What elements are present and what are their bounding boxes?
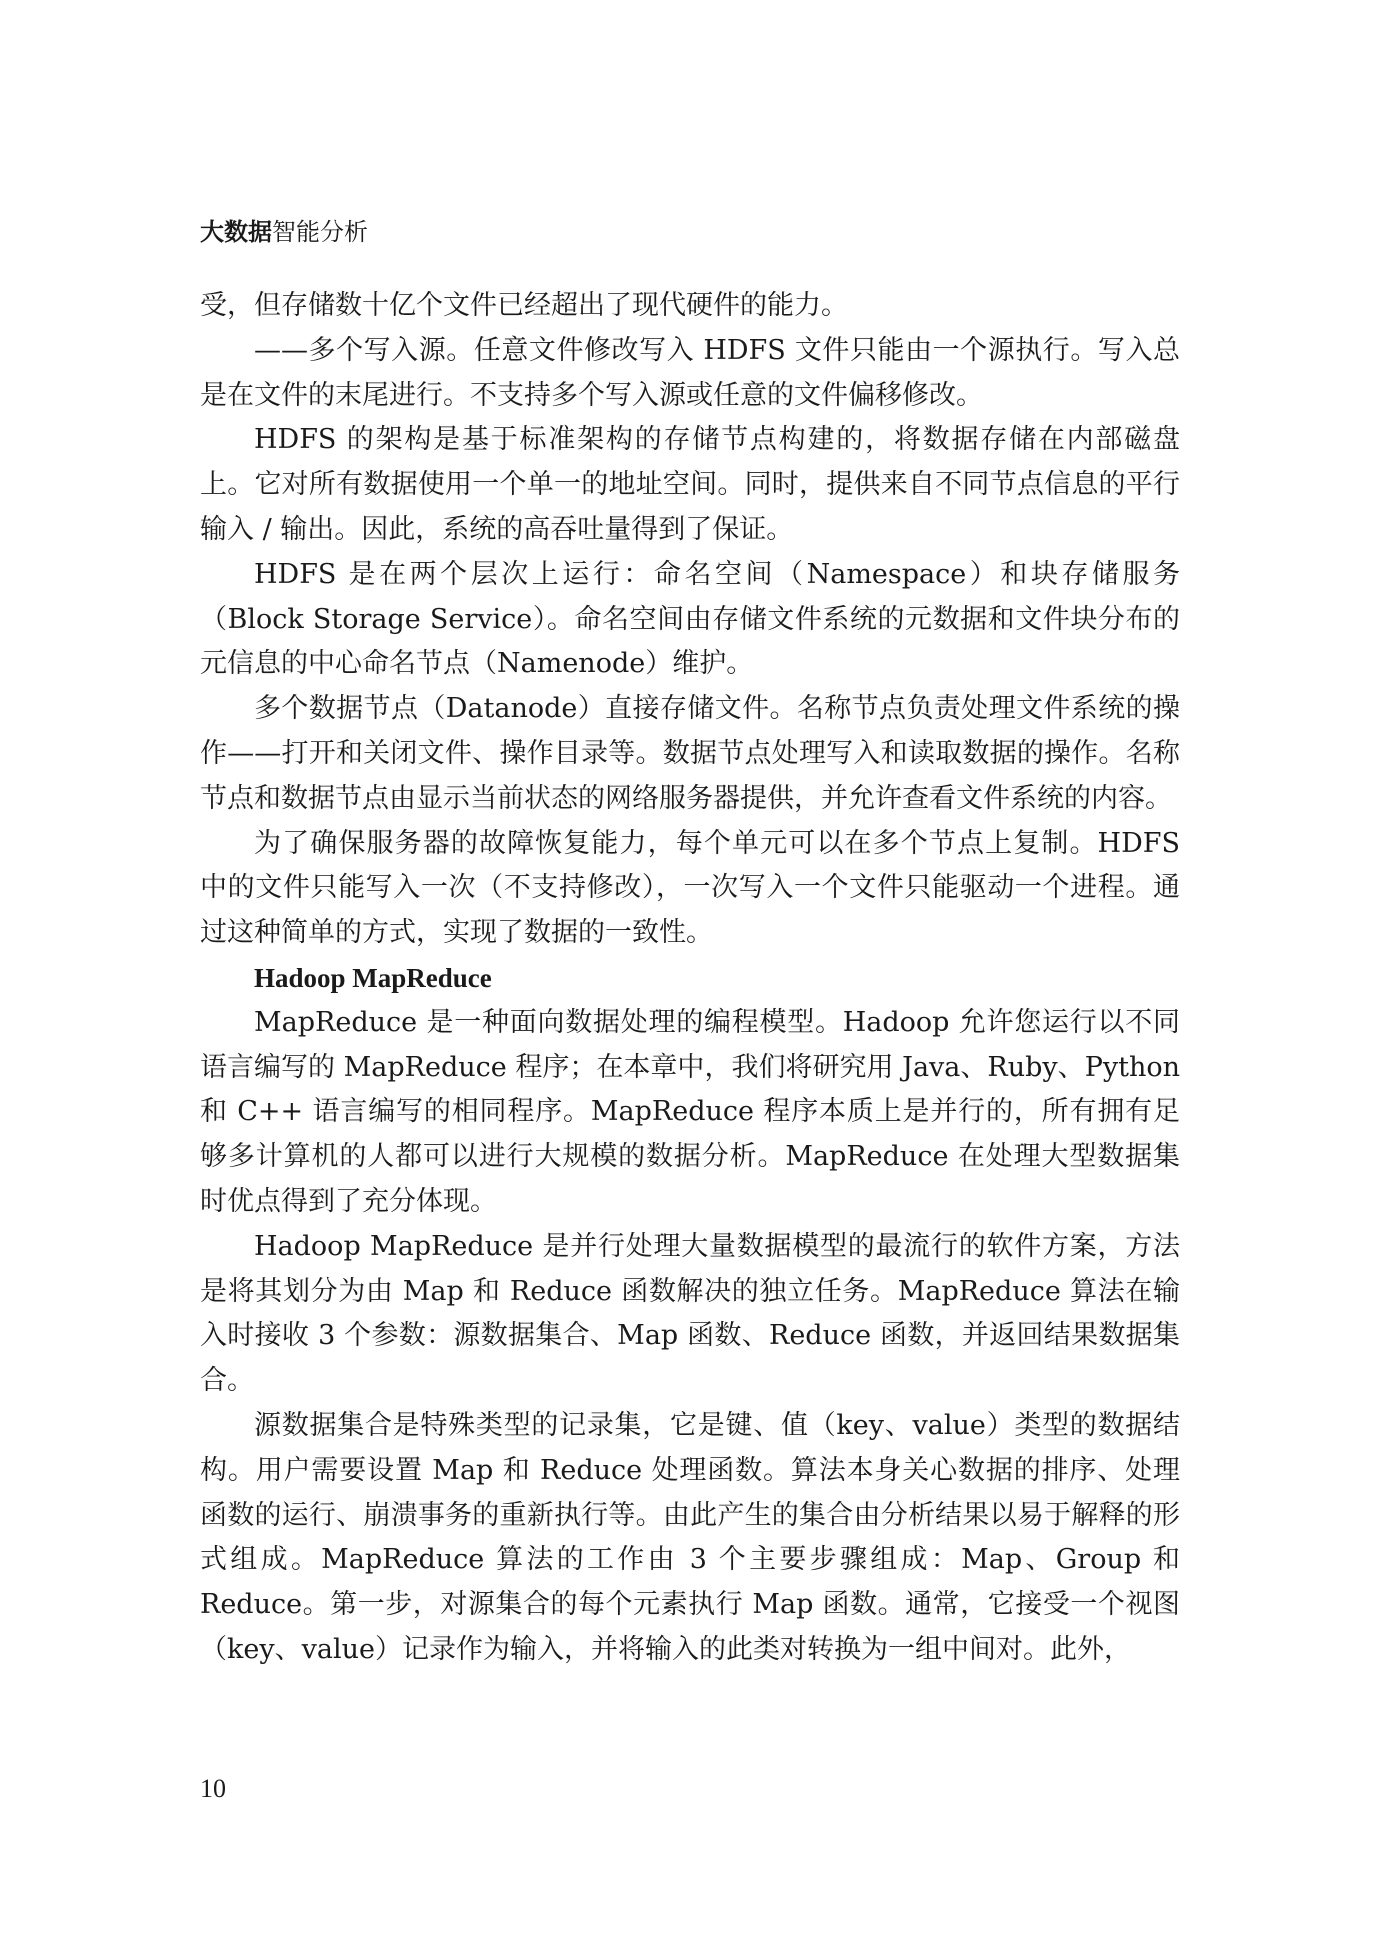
paragraph-2: ——多个写入源。任意文件修改写入 HDFS 文件只能由一个源执行。写入总是在文件的末尾进行。不支持多个写入源或任意的文件偏移修改。 [200, 334, 1180, 411]
page-number: 10 [200, 1774, 226, 1803]
paragraph-8: Hadoop MapReduce 是并行处理大量数据模型的最流行的软件方案，方法是将其划分为由 Map 和 Reduce 函数解决的独立任务。MapReduce 算法在输入时接收 3 个参数：源数据集合、Map 函数、Reduce 函数，并返回结果数据集合。 [200, 1230, 1180, 1397]
paragraph-1: 受，但存储数十亿个文件已经超出了现代硬件的能力。 [200, 290, 848, 321]
header-title-bold: 大数据 [200, 218, 272, 246]
running-header [200, 212, 368, 247]
paragraph-7: MapReduce 是一种面向数据处理的编程模型。Hadoop 允许您运行以不同语言编写的 MapReduce 程序；在本章中，我们将研究用 Java、Ruby、Python 和 C++ 语言编写的相同程序。MapReduce 程序本质上是并行的，所有拥有足够多计算机的人都可以进行大规模的数据分析。MapReduce 在处理大型数据集时优点得到了充分体现。 [200, 1006, 1180, 1217]
paragraph-3: HDFS 的架构是基于标准架构的存储节点构建的，将数据存储在内部磁盘上。它对所有数据使用一个单一的地址空间。同时，提供来自不同节点信息的平行输入 / 输出。因此，系统的高吞吐量得到了保证。 [200, 424, 1180, 545]
paragraph-6: 为了确保服务器的故障恢复能力，每个单元可以在多个节点上复制。HDFS 中的文件只能写入一次（不支持修改），一次写入一个文件只能驱动一个进程。通过这种简单的方式，实现了数据的一致性。 [200, 827, 1180, 949]
section-heading: Hadoop MapReduce [254, 962, 492, 993]
page-body [200, 284, 1180, 1673]
paragraph-4: HDFS 是在两个层次上运行：命名空间（Namespace）和块存储服务（Block Storage Service）。命名空间由存储文件系统的元数据和文件块分布的元信息的中心命名节点（Namenode）维护。 [200, 558, 1180, 680]
paragraph-5: 多个数据节点（Datanode）直接存储文件。名称节点负责处理文件系统的操作——打开和关闭文件、操作目录等。数据节点处理写入和读取数据的操作。名称节点和数据节点由显示当前状态的网络服务器提供，并允许查看文件系统的内容。 [200, 693, 1180, 814]
paragraph-9: 源数据集合是特殊类型的记录集，它是键、值（key、value）类型的数据结构。用户需要设置 Map 和 Reduce 处理函数。算法本身关心数据的排序、处理函数的运行、崩溃事务的重新执行等。由此产生的集合由分析结果以易于解释的形式组成。MapReduce 算法的工作由 3 个主要步骤组成：Map、Group 和 Reduce。第一步，对源集合的每个元素执行 Map 函数。通常，它接受一个视图（key、value）记录作为输入，并将输入的此类对转换为一组中间对。此外， [200, 1409, 1180, 1665]
header-title-rest: 智能分析 [272, 218, 368, 246]
